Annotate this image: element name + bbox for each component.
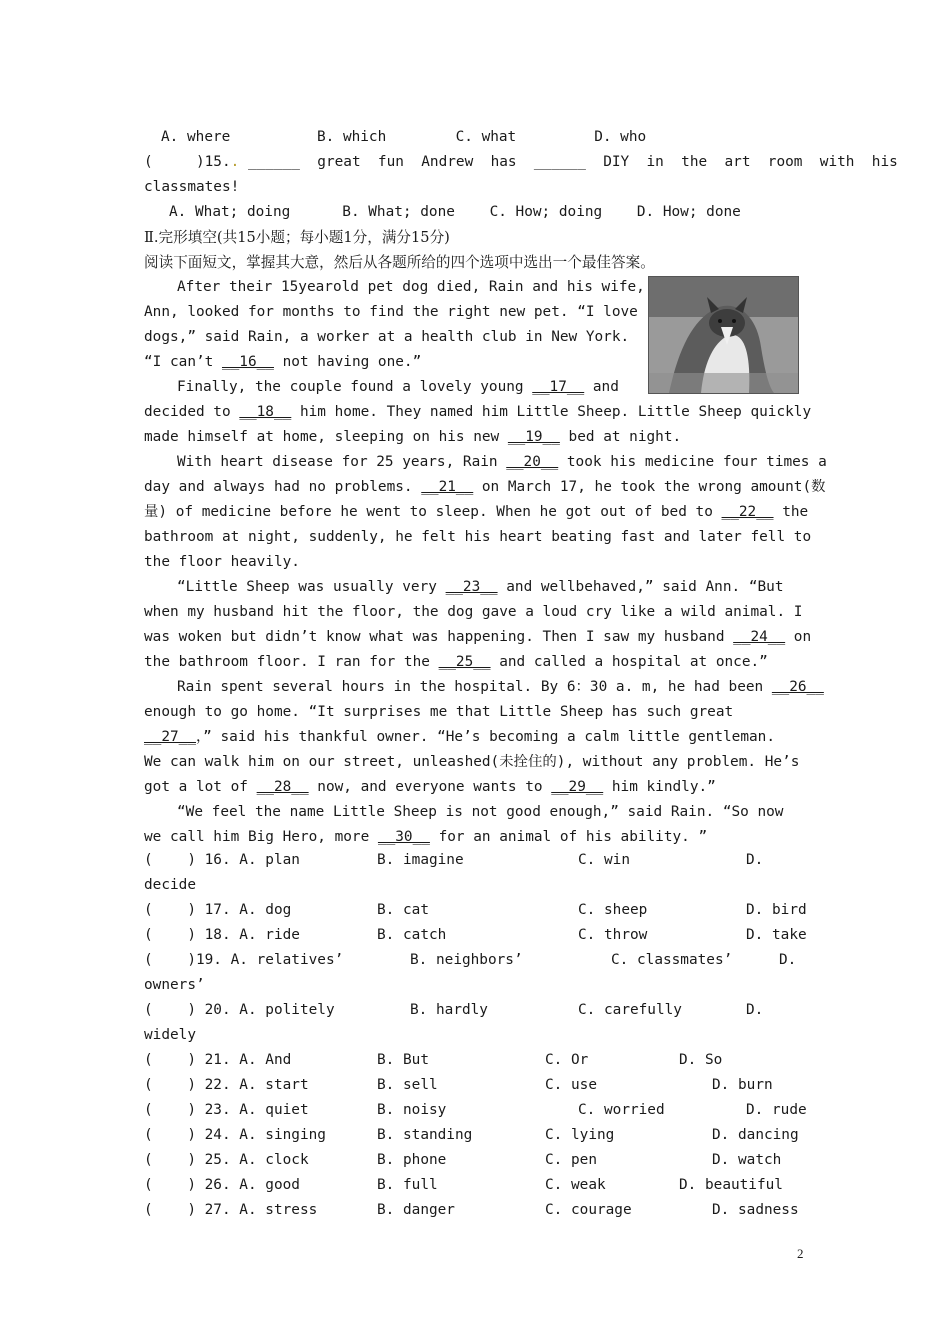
passage-line: the bathroom floor. I ran for the __25__ and called a hospital at once.” [144,654,768,670]
option-c: C. sheep [578,902,648,918]
section-title: Ⅱ.完形填空(共15小题；每小题1分，满分15分) [144,229,450,246]
q15-options: A. What; doing B. What; done C. How; doing D. How; done [169,204,741,220]
option-d: D. burn [712,1077,773,1093]
option-b: B. full [377,1177,438,1193]
passage-line: After their 15yearold pet dog died, Rain and his wife, [177,279,645,295]
blank-17: __17__ [532,379,585,395]
blank-25: __25__ [438,654,491,670]
q15-line: ( )15.. ______ great fun Andrew has ______ DIY in the art room with his [144,154,898,170]
question-stem: ( ) 24. A. singing [144,1127,326,1143]
option-b: B. cat [377,902,429,918]
option-d: D. rude [746,1102,807,1118]
blank-29: __29__ [551,779,604,795]
question-stem: ( ) 20. A. politely [144,1002,335,1018]
option-d: D. beautiful [679,1177,783,1193]
blank-22: __22__ [721,504,774,520]
option-b: B. neighbors’ [410,952,523,968]
option-b: B. But [377,1052,429,1068]
option-d: D. watch [712,1152,782,1168]
option-b: B. imagine [377,852,464,868]
option-b: B. noisy [377,1102,447,1118]
passage-line: was woken but didn’t know what was happening. Then I saw my husband __24__ on [144,629,812,645]
option-c: C. use [545,1077,597,1093]
blank-28: __28__ [256,779,309,795]
option-c: C. Or [545,1052,589,1068]
question-stem: ( ) 26. A. good [144,1177,300,1193]
question-stem: ( ) 16. A. plan [144,852,300,868]
passage-line: “Little Sheep was usually very __23__ and wellbehaved,” said Ann. “But [177,579,784,595]
option-c: C. worried [578,1102,665,1118]
option-c: C. lying [545,1127,615,1143]
blank-27: __27__ [144,729,196,745]
option-wrap: widely [144,1027,196,1043]
passage-line: the floor heavily. [144,554,300,570]
passage-line: __27__，” said his thankful owner. “He’s becoming a calm little gentleman. [144,729,775,745]
blank-21: __21__ [421,479,474,495]
passage-line: “I can’t __16__ not having one.” [144,354,422,370]
dog-photo [648,276,799,394]
passage-line: “We feel the name Little Sheep is not good enough,” said Rain. “So now [177,804,784,820]
question-stem: ( ) 18. A. ride [144,927,300,943]
option-b: B. standing [377,1127,473,1143]
option-d: D. [746,1002,764,1018]
passage-line: enough to go home. “It surprises me that Little Sheep has such great [144,704,734,720]
option-c: C. weak [545,1177,606,1193]
passage-line: we call him Big Hero, more __30__ for an animal of his ability. ” [144,829,708,845]
option-c: C. courage [545,1202,632,1218]
question-stem: ( ) 22. A. start [144,1077,309,1093]
section-instruction: 阅读下面短文，掌握其大意，然后从各题所给的四个选项中选出一个最佳答案。 [144,254,655,271]
blank-23: __23__ [445,579,498,595]
option-c: C. throw [578,927,648,943]
question-stem: ( ) 21. A. And [144,1052,292,1068]
passage-line: Ann, looked for months to find the right new pet. “I love [144,304,638,320]
page-number: 2 [797,1246,804,1261]
option-b: B. catch [377,927,447,943]
blank-16: __16__ [221,354,274,370]
option-d: D. dancing [712,1127,799,1143]
q15-line-2: classmates! [144,179,240,195]
option-d: D. So [679,1052,723,1068]
blank-18: __18__ [239,404,292,420]
passage-line: Rain spent several hours in the hospital. By 6：30 a. m, he had been __26__ [177,679,824,695]
option-c: C. win [578,852,630,868]
option-b: B. phone [377,1152,447,1168]
passage-line: Finally, the couple found a lovely young __17__ and [177,379,619,395]
question-stem: ( ) 23. A. quiet [144,1102,309,1118]
question-stem: ( )19. A. relatives’ [144,952,344,968]
question-stem: ( ) 27. A. stress [144,1202,318,1218]
passage-line: 量) of medicine before he went to sleep. When he got out of bed to __22__ the [144,504,809,520]
passage-line: With heart disease for 25 years, Rain __20__ took his medicine four times a [177,454,827,470]
passage-line: when my husband hit the floor, the dog gave a loud cry like a wild animal. I [144,604,803,620]
passage-line: made himself at home, sleeping on his new __19__ bed at night. [144,429,682,445]
passage-line: got a lot of __28__ now, and everyone wants to __29__ him kindly.” [144,779,716,795]
question-stem: ( ) 25. A. clock [144,1152,309,1168]
blank-20: __20__ [506,454,559,470]
question-stem: ( ) 17. A. dog [144,902,292,918]
passage-line: bathroom at night, suddenly, he felt his heart beating fast and later fell to [144,529,812,545]
option-c: C. carefully [578,1002,682,1018]
blank-24: __24__ [733,629,786,645]
option-b: B. hardly [410,1002,488,1018]
option-d: D. take [746,927,807,943]
option-wrap: owners’ [144,977,205,993]
option-c: C. pen [545,1152,597,1168]
passage-line: decided to __18__ him home. They named him Little Sheep. Little Sheep quickly [144,404,812,420]
option-b: B. sell [377,1077,438,1093]
passage-line: dogs,” said Rain, a worker at a health club in New York. [144,329,630,345]
blank-26: __26__ [771,679,824,695]
option-d: D. [779,952,797,968]
dog-illustration-icon [649,277,798,393]
blank-30: __30__ [377,829,430,845]
option-b: B. danger [377,1202,455,1218]
option-c: C. classmates’ [611,952,733,968]
option-wrap: decide [144,877,196,893]
option-d: D. [746,852,764,868]
passage-line: day and always had no problems. __21__ on March 17, he took the wrong amount(数 [144,479,826,495]
q14-options: A. where B. which C. what D. who [161,129,647,145]
blank-19: __19__ [507,429,560,445]
option-d: D. bird [746,902,807,918]
option-d: D. sadness [712,1202,799,1218]
passage-line: We can walk him on our street, unleashed(未拴住的), without any problem. He’s [144,754,800,770]
